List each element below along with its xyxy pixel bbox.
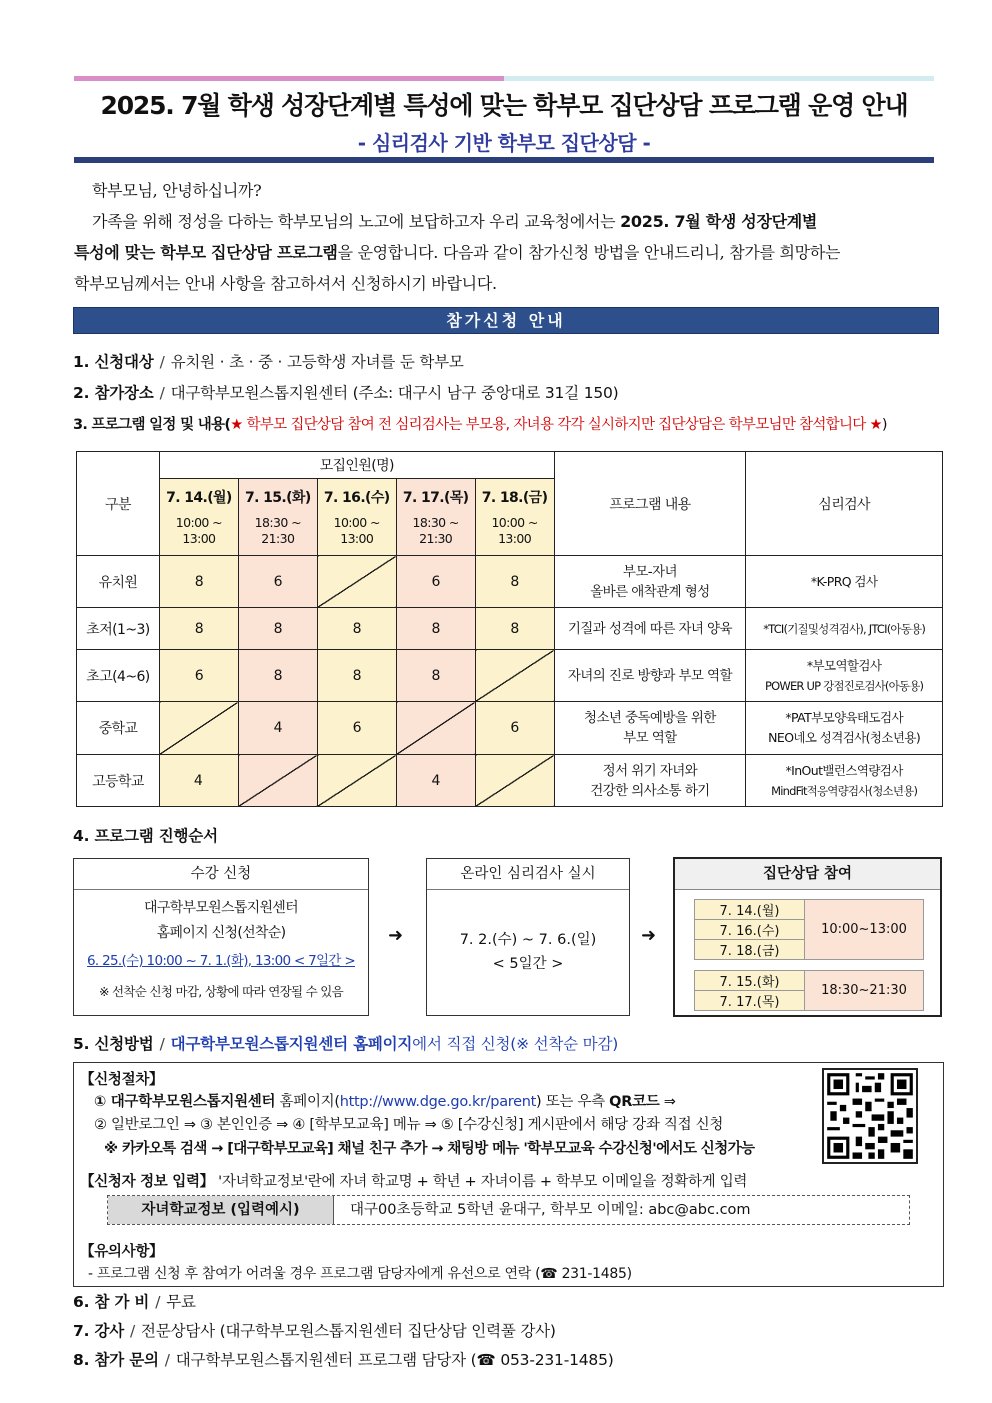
time-end: 13:00 xyxy=(498,531,532,546)
intro-text: 가족을 위해 정성을 다하는 학부모님의 노고에 보답하고자 우리 교육청에서는 xyxy=(92,212,621,231)
item-schedule xyxy=(73,413,887,434)
count-cell: 8 xyxy=(475,556,554,608)
count-cell: 4 xyxy=(396,755,475,807)
step-test-period: 7. 2.(수) ~ 7. 6.(일) xyxy=(459,932,597,948)
intro-line-1 xyxy=(74,206,934,237)
step-counsel-title: 집단상담 참여 xyxy=(675,859,940,890)
count-cell: 8 xyxy=(238,650,317,702)
counsel-table-morning xyxy=(694,899,924,960)
row-group: 유치원 xyxy=(77,556,160,608)
step-apply-period: 6. 25.(수) 10:00 ~ 7. 1.(화), 13:00 < 7일간 > xyxy=(87,953,355,969)
schedule-table xyxy=(76,451,943,807)
item-separator: / xyxy=(159,1035,165,1053)
date-header xyxy=(396,479,475,556)
test-line: NEO네오 성격검사(청소년용) xyxy=(768,730,921,745)
step-apply-line: 대구학부모원스톱지원센터 xyxy=(144,900,298,916)
time-start: 10:00 ~ xyxy=(333,515,380,530)
row-group: 초고(4~6) xyxy=(77,650,160,702)
method-blue: 대구학부모원스톱지원센터 홈페이지 xyxy=(170,1035,413,1053)
intro-greeting: 학부모님, 안녕하십니까? xyxy=(92,181,262,200)
count-cell: 8 xyxy=(317,608,396,650)
row-group: 초저(1~3) xyxy=(77,608,160,650)
date-label: 7. 18.(금) xyxy=(481,490,548,506)
program-cell: 자녀의 진로 방향과 부모 역할 xyxy=(554,650,746,702)
program-line: 정서 위기 자녀와 xyxy=(602,762,698,779)
time-start: 18:30 ~ xyxy=(412,515,459,530)
item-label: 4. 프로그램 진행순서 xyxy=(73,827,218,845)
program-line: 부모 역할 xyxy=(623,730,677,746)
item-label: 8. 참가 문의 xyxy=(73,1351,159,1369)
proc-step-kakao: ※ 카카오톡 검색 → [대구학부모교육] 채널 친구 추가 → 채팅방 메뉴 '학부모교육 수강신청'에서도 신청가능 xyxy=(104,1141,755,1157)
item-label: 5. 신청방법 xyxy=(73,1035,154,1053)
paren-close: ) xyxy=(881,417,887,433)
row-group: 중학교 xyxy=(77,702,160,755)
item-label: 3. 프로그램 일정 및 내용( xyxy=(73,417,231,433)
program-cell xyxy=(554,556,746,608)
item-inquiry xyxy=(73,1348,614,1370)
time-start: 18:30 ~ xyxy=(254,515,301,530)
time-start: 10:00 ~ xyxy=(491,515,538,530)
counsel-date: 7. 16.(수) xyxy=(695,920,805,940)
program-cell xyxy=(554,702,746,755)
count-cell: 8 xyxy=(317,650,396,702)
program-line: 부모-자녀 xyxy=(622,563,677,580)
counsel-date: 7. 14.(월) xyxy=(695,900,805,920)
count-cell-empty xyxy=(317,556,396,608)
program-line: 올바른 애착관계 형성 xyxy=(590,583,710,600)
example-value: 대구00초등학교 5학년 윤대구, 학부모 이메일: abc@abc.com xyxy=(350,1202,751,1218)
flow-arrow-icon: ➜ xyxy=(388,925,404,946)
page-title: 2025. 7월 학생 성장단계별 특성에 맞는 학부모 집단상담 프로그램 운영 안내 xyxy=(100,91,908,120)
recruit-header: 모집인원(명) xyxy=(159,452,554,479)
step-apply-box xyxy=(73,858,369,1016)
count-cell: 4 xyxy=(238,702,317,755)
step-test-days: < 5일간 > xyxy=(492,956,564,972)
count-cell: 8 xyxy=(396,608,475,650)
count-cell: 6 xyxy=(238,556,317,608)
row-group: 고등학교 xyxy=(77,755,160,807)
count-cell-empty xyxy=(475,650,554,702)
date-label: 7. 14.(월) xyxy=(166,490,232,506)
red-notice: ★ 학부모 집단상담 참여 전 심리검사는 부모용, 자녀용 각각 실시하지만 집단상담은 학부모님만 참석합니다 ★ xyxy=(230,417,882,433)
test-line: POWER UP 강점진로검사(아동용) xyxy=(765,678,924,693)
item-label: 2. 참가장소 xyxy=(73,384,154,402)
count-cell-empty xyxy=(159,702,238,755)
item-target xyxy=(73,350,464,372)
table-row xyxy=(77,755,943,807)
step-apply-title: 수강 신청 xyxy=(74,859,368,890)
item-text: 전문상담사 (대구학부모원스톱지원센터 집단상담 인력풀 강사) xyxy=(141,1322,556,1340)
title-bottom-bar xyxy=(74,157,504,163)
date-header xyxy=(317,479,396,556)
counsel-date: 7. 17.(목) xyxy=(695,991,805,1011)
item-label: 1. 신청대상 xyxy=(73,353,154,371)
count-cell-empty xyxy=(317,755,396,807)
test-header: 심리검사 xyxy=(746,452,943,556)
program-line: 청소년 중독예방을 위한 xyxy=(584,710,716,726)
time-end: 21:30 xyxy=(419,531,453,546)
test-line: MindFit적응역량검사(청소년용) xyxy=(771,783,918,798)
test-cell: *TCI(기질및성격검사), JTCI(아동용) xyxy=(746,608,943,650)
page-subtitle: - 심리검사 기반 학부모 집단상담 - xyxy=(357,131,651,155)
proc-step-2: ② 일반로그인 ⇒ ③ 본인인증 ⇒ ④ [학부모교육] 메뉴 ⇒ ⑤ [수강신청] 게시판에서 해당 강좌 직접 신청 xyxy=(94,1117,724,1133)
counsel-date: 7. 18.(금) xyxy=(695,940,805,960)
process-heading xyxy=(73,824,218,846)
item-separator: / xyxy=(164,1351,170,1369)
date-label: 7. 16.(수) xyxy=(323,490,390,506)
intro-line-3: 학부모님께서는 안내 사항을 참고하셔서 신청하시기 바랍니다. xyxy=(74,274,497,293)
date-label: 7. 17.(목) xyxy=(402,490,469,506)
test-line: *PAT부모양육태도검사 xyxy=(785,710,903,725)
program-line: 건강한 의사소통 하기 xyxy=(590,782,710,799)
table-row xyxy=(77,556,943,608)
step-test-title: 온라인 심리검사 실시 xyxy=(427,859,629,890)
proc-text: 홈페이지( xyxy=(275,1094,340,1110)
count-cell: 6 xyxy=(396,556,475,608)
count-cell: 8 xyxy=(159,556,238,608)
time-end: 13:00 xyxy=(182,531,216,546)
proc-text: ) 또는 우측 xyxy=(536,1094,610,1110)
test-cell xyxy=(746,755,943,807)
notice-title: 【유의사항】 xyxy=(80,1244,164,1260)
proc-title: 【신청절차】 xyxy=(80,1072,164,1088)
info-title: 【신청자 정보 입력】 xyxy=(80,1174,214,1190)
count-cell: 4 xyxy=(159,755,238,807)
count-cell: 6 xyxy=(317,702,396,755)
program-header: 프로그램 내용 xyxy=(554,452,746,556)
item-instructor xyxy=(73,1319,556,1341)
item-label: 7. 강사 xyxy=(73,1322,125,1340)
intro-bold-program: 특성에 맞는 학부모 집단상담 프로그램 xyxy=(74,243,338,262)
homepage-link[interactable]: http://www.dge.go.kr/parent xyxy=(339,1094,537,1110)
counsel-time: 10:00~13:00 xyxy=(805,900,924,960)
item-separator: / xyxy=(159,384,165,402)
counsel-date: 7. 15.(화) xyxy=(695,971,805,991)
title-bottom-bar-right xyxy=(504,157,934,163)
table-row xyxy=(77,702,943,755)
count-cell: 8 xyxy=(159,608,238,650)
intro-line-2 xyxy=(74,237,934,268)
counsel-time: 18:30~21:30 xyxy=(805,971,924,1011)
item-label: 6. 참 가 비 xyxy=(73,1293,150,1311)
count-cell: 6 xyxy=(475,702,554,755)
test-line: *부모역할검사 xyxy=(806,657,882,673)
item-separator: / xyxy=(155,1293,161,1311)
step-apply-line: 홈페이지 신청(선착순) xyxy=(156,925,286,941)
info-text: '자녀학교정보'란에 자녀 학교명 + 학년 + 자녀이름 + 학부모 이메일을 정확하게 입력 xyxy=(218,1174,748,1190)
count-cell: 6 xyxy=(159,650,238,702)
qr-code-graphic xyxy=(824,1070,916,1162)
date-header xyxy=(159,479,238,556)
count-cell: 8 xyxy=(475,608,554,650)
intro-bold: 2025. 7월 학생 성장단계별 xyxy=(620,212,818,231)
intro-text: 을 운영합니다. 다음과 같이 참가신청 방법을 안내드리니, 참가를 희망하는 xyxy=(337,243,841,262)
test-cell: *K-PRQ 검사 xyxy=(746,556,943,608)
item-text: 유치원 · 초 · 중 · 고등학생 자녀를 둔 학부모 xyxy=(170,353,464,371)
item-text: 대구학부모원스톱지원센터 (주소: 대구시 남구 중앙대로 31길 150) xyxy=(170,384,619,402)
section-banner: 참가신청 안내 xyxy=(73,307,939,334)
proc-bold: ① 대구학부모원스톱지원센터 xyxy=(94,1094,276,1110)
table-row xyxy=(77,608,943,650)
test-line: *InOut밸런스역량검사 xyxy=(785,762,903,778)
count-cell: 8 xyxy=(238,608,317,650)
item-separator: / xyxy=(130,1322,136,1340)
time-end: 13:00 xyxy=(340,531,374,546)
count-cell-empty xyxy=(238,755,317,807)
date-header xyxy=(238,479,317,556)
info-line xyxy=(80,1170,747,1191)
example-label: 자녀학교정보 (입력예시) xyxy=(108,1196,334,1224)
count-cell-empty xyxy=(396,702,475,755)
test-cell xyxy=(746,650,943,702)
method-rest: 에서 직접 신청(※ 선착순 마감) xyxy=(412,1035,619,1053)
test-cell xyxy=(746,702,943,755)
item-text: 무료 xyxy=(166,1293,196,1311)
title-top-bar-cyan xyxy=(504,76,934,81)
example-row xyxy=(107,1195,910,1225)
title-top-bar-pink xyxy=(74,76,504,81)
date-header xyxy=(475,479,554,556)
counsel-table-evening xyxy=(694,970,924,1011)
method-heading xyxy=(73,1032,618,1054)
flow-arrow-icon: ➜ xyxy=(641,925,657,946)
step-test-box xyxy=(426,858,630,1016)
time-end: 21:30 xyxy=(261,531,295,546)
proc-bold: QR코드 xyxy=(609,1094,660,1110)
item-fee xyxy=(73,1290,196,1312)
item-separator: / xyxy=(159,353,165,371)
time-start: 10:00 ~ xyxy=(175,515,223,530)
step-apply-note: ※ 선착순 신청 마감, 상황에 따라 연장될 수 있음 xyxy=(99,984,343,999)
proc-step-1 xyxy=(94,1090,676,1111)
item-location xyxy=(73,381,619,403)
item-text: 대구학부모원스톱지원센터 프로그램 담당자 (☎ 053-231-1485) xyxy=(175,1351,614,1369)
proc-text: ⇒ xyxy=(659,1094,676,1110)
table-row xyxy=(77,650,943,702)
col-group-header: 구분 xyxy=(77,452,160,556)
notice-text: - 프로그램 신청 후 참여가 어려울 경우 프로그램 담당자에게 유선으로 연락 (☎ 231-1485) xyxy=(88,1266,632,1282)
count-cell-empty xyxy=(475,755,554,807)
program-cell xyxy=(554,755,746,807)
step-counsel-box xyxy=(673,857,942,1017)
program-cell: 기질과 성격에 따른 자녀 양육 xyxy=(554,608,746,650)
count-cell: 8 xyxy=(396,650,475,702)
date-label: 7. 15.(화) xyxy=(244,490,311,506)
qr-code-icon[interactable] xyxy=(822,1068,918,1164)
